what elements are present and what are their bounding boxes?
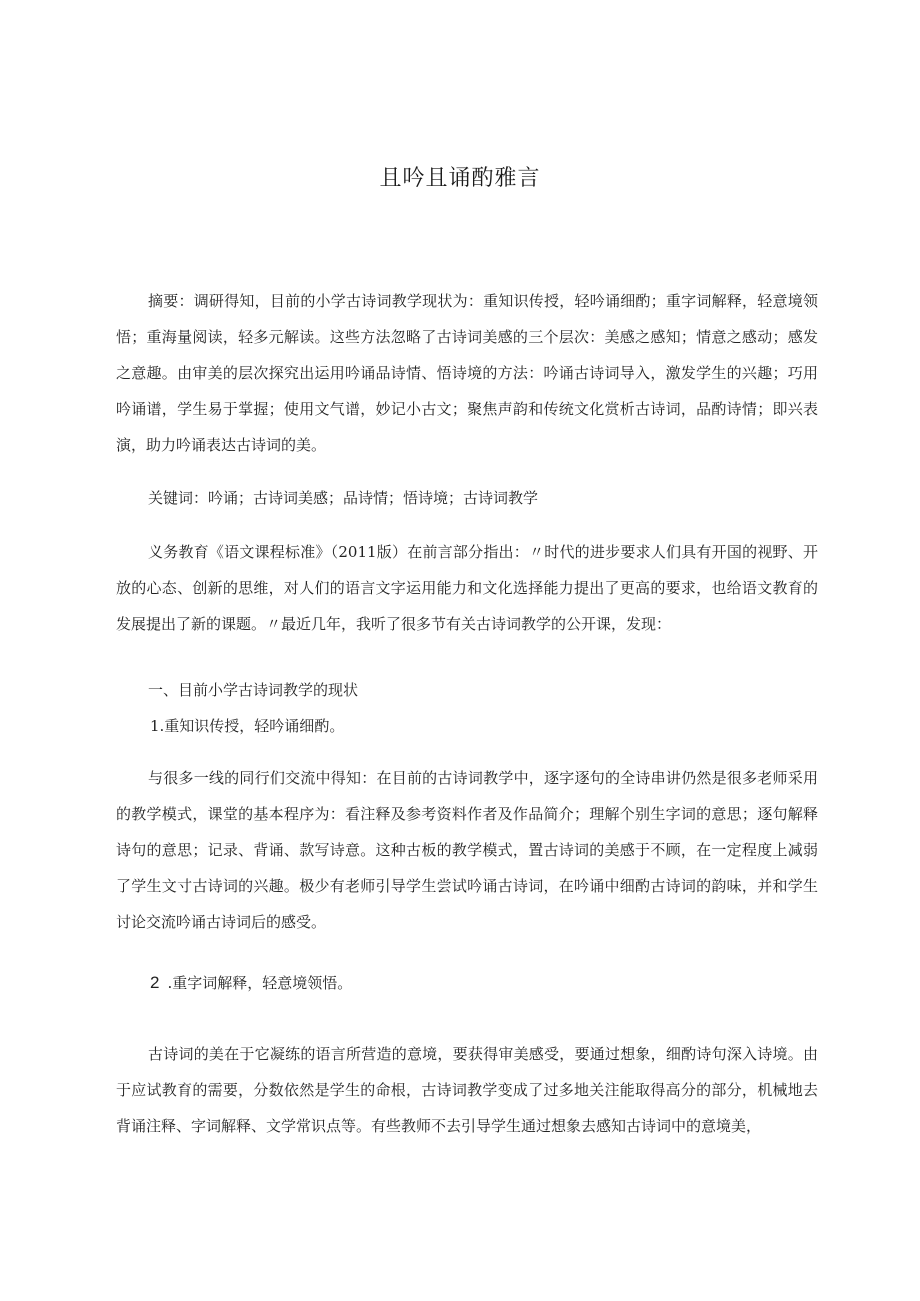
subsection-heading-2 (150, 971, 352, 995)
document-title: 且吟且诵酌雅言 (379, 166, 541, 191)
section-heading: 一、目前小学古诗词教学的现状 (148, 681, 359, 699)
subsection-heading-1: 1.重知识传授，轻吟诵细酌。 (150, 717, 345, 735)
intro-paragraph: 义务教育《语文课程标准》（2011版）在前言部分指出：〃时代的进步要求人们具有开国的视野、开放的心态、创新的思维，对人们的语言文字运用能力和文化选择能力提出了更高的要求，也给语文教育的发展提出了新的课题。〃最近几年，我听了很多节有关古诗词教学的公开课，发现： (116, 543, 818, 633)
subsection-1-paragraph: 与很多一线的同行们交流中得知：在目前的古诗词教学中，逐字逐句的全诗串讲仍然是很多老师采用的教学模式，课堂的基本程序为：看注释及参考资料作者及作品简介；理解个别生字词的意思；逐句解释诗句的意思；记录、背诵、款写诗意。这种古板的教学模式，置古诗词的美感于不顾，在一定程度上减弱了学生文寸古诗词的兴趣。极少有老师引导学生尝试吟诵古诗词，在吟诵中细酌古诗词的韵味，并和学生讨论交流吟诵古诗词后的感受。 (116, 769, 818, 931)
abstract-paragraph: 摘要：调研得知，目前的小学古诗词教学现状为：重知识传授，轻吟诵细酌；重字词解释，轻意境领悟；重海量阅读，轻多元解读。这些方法忽略了古诗词美感的三个层次：美感之感知；情意之感动；感发之意趣。由审美的层次探究出运用吟诵品诗情、悟诗境的方法：吟诵古诗词导入，激发学生的兴趣；巧用吟诵谱，学生易于掌握；使用文气谱，妙记小古文；聚焦声韵和传统文化赏析古诗词，品酌诗情；即兴表演，助力吟诵表达古诗词的美。 (116, 292, 818, 454)
subsection-2-paragraph: 古诗词的美在于它凝练的语言所营造的意境，要获得审美感受，要通过想象，细酌诗句深入诗境。由于应试教育的需要，分数依然是学生的命根，古诗词教学变成了过多地关注能取得高分的部分，机械地去背诵注释、字词解释、文学常识点等。有些教师不去引导学生通过想象去感知古诗词中的意境美， (116, 1045, 818, 1135)
subsection-2-number: 2 (150, 973, 160, 992)
subsection-2-title: .重字词解释，轻意境领悟。 (167, 974, 353, 992)
keywords-paragraph: 关键词：吟诵；古诗词美感；品诗情；悟诗境；古诗词教学 (148, 489, 539, 507)
